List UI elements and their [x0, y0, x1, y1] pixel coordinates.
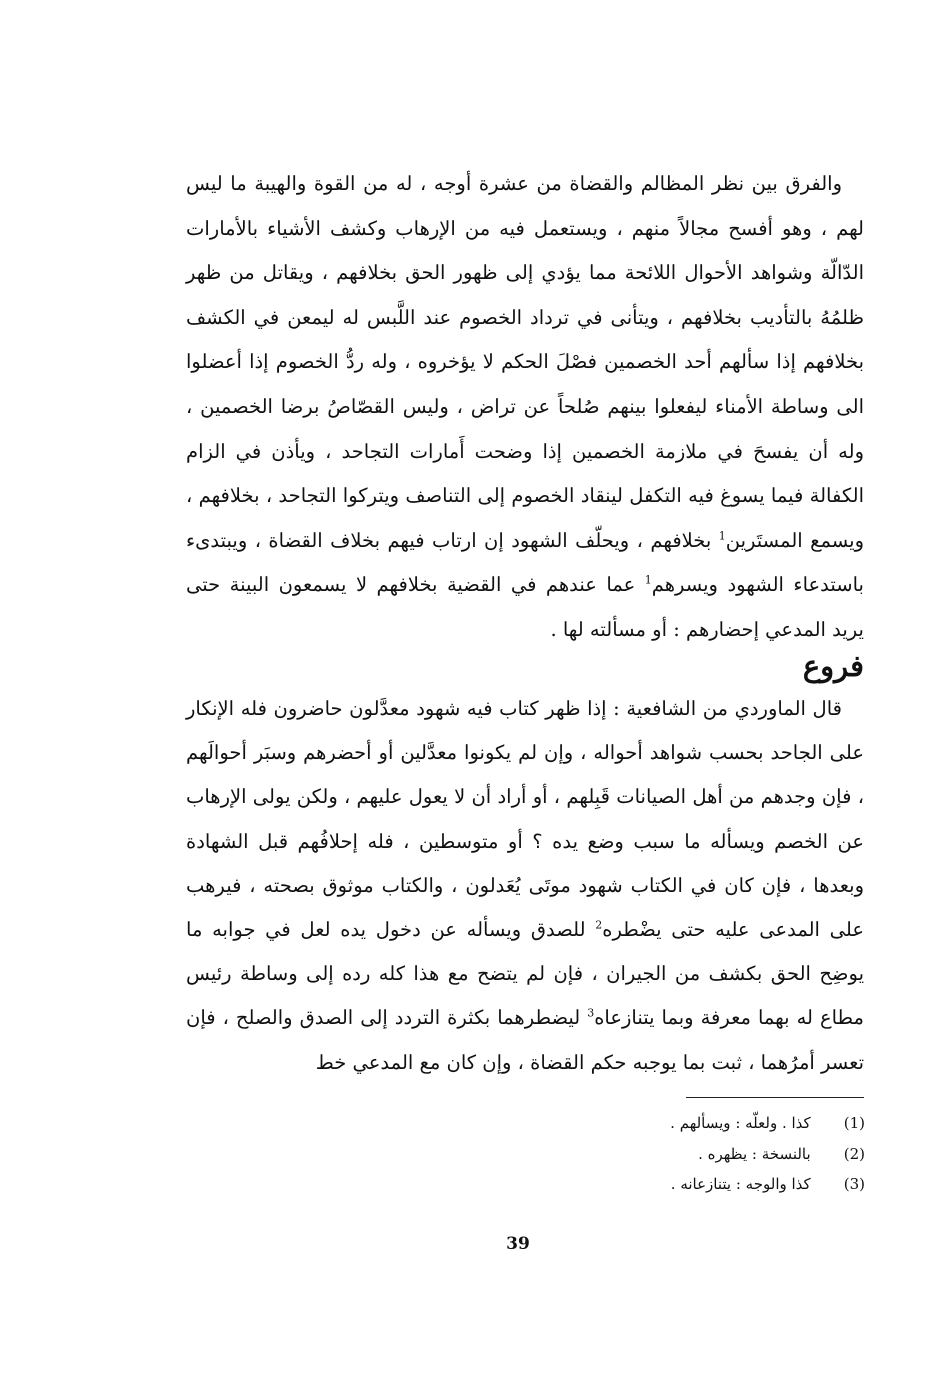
footnote-number: (2) [843, 1144, 865, 1163]
footnote-text: كذا . ولعلّه : ويسألهم . [670, 1114, 811, 1132]
footnote-item [560, 1108, 865, 1139]
paragraph-text: والفرق بين نظر المظالم والقضاة من عشرة أوجه ، له من القوة والهيبة ما ليس لهم ، وهو أفسح مجالاً منهم ، ويستعمل فيه من الإرهاب وكشف الأشياء بالأمارات الدّالّة وشواهد الأحوال اللائحة مما يؤدي إلى ظهور الحق بخلافهم ، ويقاتل من ظهر ظلمُهُ بالتأديب بخلافهم ، ويتأنى في ترداد الخصوم عند اللَّبس له ليمعن في الكشف بخلافهم إذا سألهم أحد الخصمين فصْلَ الحكم لا يؤخروه ، وله ردُّ الخصوم إذا أعضلوا الى وساطة الأمناء ليفعلوا بينهم صُلحاً عن تراض ، وليس القصّاصُ برضا الخصمين ، وله أن يفسحَ في ملازمة الخصمين إذا وضحت أَمارات التجاحد ، ويأذن في الزام الكفالة فيما يسوغ فيه التكفل لينقاد الخصوم إلى التناصف ويتركوا التجاحد ، بخلافهم ، ويسمع المستَرين [186, 172, 864, 552]
footnote-reference-3: 3 [587, 1006, 595, 1020]
page-number: 39 [506, 1234, 530, 1254]
body-paragraph-2 [186, 687, 864, 1085]
paragraph-text: ليضطرهما بكثرة التردد إلى الصدق والصلح ، فإن تعسر أمرُهما ، ثبت بما يوجبه حكم القضاة ، وإن كان مع المدعي خط [186, 1006, 864, 1074]
footnote-text: بالنسخة : يظهره . [698, 1144, 811, 1163]
footnote-item [560, 1139, 865, 1170]
footnote-text: كذا والوجه : يتنازعانه . [670, 1175, 811, 1193]
footnote-reference-1-repeat: 1 [644, 573, 652, 587]
main-text-block-2 [186, 687, 864, 1085]
paragraph-text: قال الماوردي من الشافعية : إذا ظهر كتاب فيه شهود معدَّلون حاضرون فله الإنكار على الجاحد بحسب شواهد أحواله ، وإن لم يكونوا معدَّلين أو أحضرهم وسبَر أحوالَهم ، فإن وجدهم من أهل الصيانات قَبِلهم ، أو أراد أن لا يعول عليهم ، ولكن يولى الإرهاب عن الخصم ويسأله ما سبب وضع يده ؟ أو متوسطين ، فله إحلافُهم قبل الشهادة وبعدها ، فإن كان في الكتاب شهود موتَى يُعَدلون ، والكتاب موثوق بصحته ، فيرهب على المدعى عليه حتى يضْطره [186, 697, 864, 942]
main-text-block-1 [186, 162, 864, 653]
footnote-item [560, 1169, 865, 1200]
footnote-reference-1: 1 [718, 529, 726, 543]
paragraph-text: عما عندهم في القضية بخلافهم لا يسمعون البينة حتى يريد المدعي إحضارهم : أو مسألته لها . [186, 573, 864, 641]
footnote-number: (1) [843, 1114, 865, 1132]
paragraph-text: للصدق ويسأله عن دخول يده لعل في جوابه ما يوضِح الحق بكشف من الجيران ، فإن لم يتضح مع هذا كله رده إلى وساطة رئيس مطاع له بهما معرفة وبما يتنازعاه [186, 918, 864, 1030]
paragraph-text: بخلافهم ، ويحلّف الشهود إن ارتاب فيهم بخلاف القضاة ، ويبتدىء باستدعاء الشهود ويسرهم [186, 528, 864, 597]
footnote-separator [686, 1097, 864, 1098]
footnote-reference-2: 2 [595, 918, 603, 932]
section-heading: فروع [802, 649, 864, 683]
body-paragraph-1 [186, 162, 864, 653]
footnotes-list [560, 1108, 865, 1200]
footnote-number: (3) [843, 1175, 865, 1193]
